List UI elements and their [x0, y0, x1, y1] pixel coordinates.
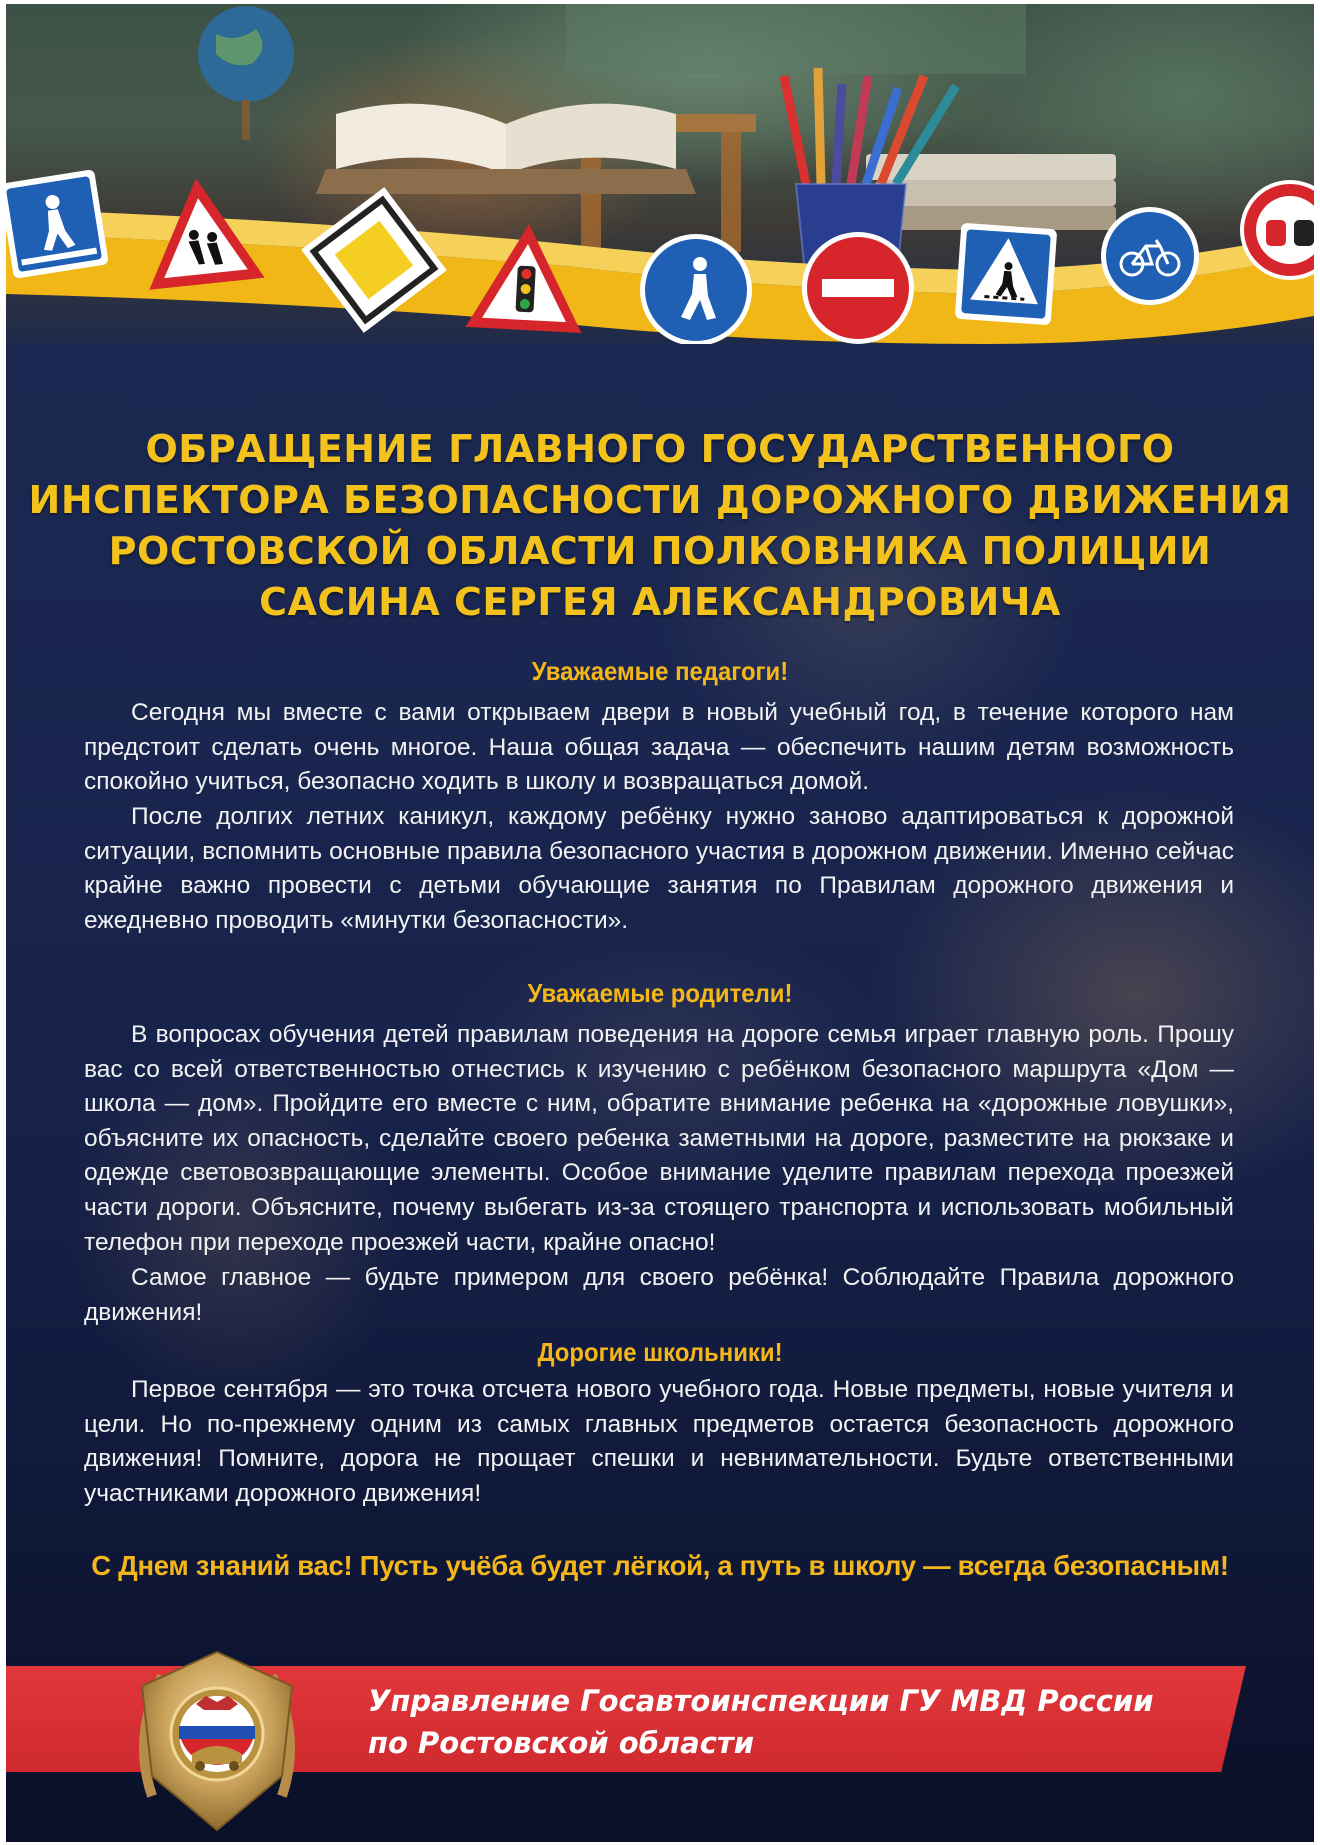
children-warning-sign-icon	[138, 172, 264, 290]
heading-line-2: ИНСПЕКТОРА БЕЗОПАСНОСТИ ДОРОЖНОГО ДВИЖЕНИЯ	[28, 478, 1292, 522]
parents-paragraph-1: В вопросах обучения детей правилам поведения на дороге семья играет главную роль. Прошу вас со всей ответственностью отнестись к изучению с ребёнком безопасного маршрута «Дом — школа — дом». Пройдите его вместе с ним, обратите внимание ребенка на «дорожные ловушки», объясните их опасность, сделайте своего ребенка заметными на дороге, разместите на рюкзаке и одежде световозвращающие элементы. Особое внимание уделите правилам перехода проезжей части дороги. Объясните, почему выбегать из-за стоящего транспорта и использовать мобильный телефон при переходе проезжей части, крайне опасно!	[84, 1021, 1234, 1256]
heading-line-1: ОБРАЩЕНИЕ ГЛАВНОГО ГОСУДАРСТВЕННОГО	[145, 427, 1175, 471]
priority-road-sign-icon	[291, 177, 457, 343]
header-photo	[6, 4, 1314, 344]
globe-icon	[198, 6, 294, 140]
pedestrian-crossing-sign-icon	[6, 169, 109, 279]
footer-organization	[368, 1680, 1154, 1764]
footer-line-2: по Ростовской области	[368, 1726, 755, 1760]
traffic-police-emblem-icon	[132, 1646, 302, 1836]
road-signs	[6, 164, 1314, 344]
crosswalk-sign-icon	[955, 223, 1057, 325]
students-paragraph-1: Первое сентября — это точка отсчета нового учебного года. Новые предметы, новые учителя и цели. Но по-прежнему одним из самых главных предметов остается безопасность дорожного движения! Помните, дорога не прощает спешки и невнимательности. Будьте ответственными участниками дорожного движения!	[84, 1376, 1234, 1507]
traffic-light-warning-sign-icon	[466, 221, 587, 333]
teachers-title: Уважаемые педагоги!	[531, 656, 789, 686]
poster	[6, 4, 1314, 1842]
bicycle-path-sign-icon	[1101, 207, 1199, 305]
students-title: Дорогие школьники!	[537, 1337, 783, 1367]
parents-paragraph-2: Самое главное — будьте примером для своего ребёнка! Соблюдайте Правила дорожного движения!	[84, 1264, 1234, 1326]
teachers-paragraph-1: Сегодня мы вместе с вами открываем двери в новый учебный год, в течение которого нам предстоит сделать очень многое. Наша общая задача — обеспечить нашим детям возможность спокойно учиться, безопасно ходить в школу и возвращаться домой.	[84, 699, 1234, 796]
pedestrian-zone-sign-icon	[640, 234, 752, 344]
parents-title: Уважаемые родители!	[527, 978, 793, 1008]
appeal-heading	[6, 424, 1314, 628]
teachers-paragraph-2: После долгих летних каникул, каждому ребёнку нужно заново адаптироваться к дорожной ситуации, вспомнить основные правила безопасного участия в дорожном движении. Именно сейчас крайне важно провести с детьми обучающие занятия по Правилам дорожного движения и ежедневно проводить «минутки безопасности».	[84, 803, 1234, 934]
no-entry-sign-icon	[802, 232, 914, 344]
heading-line-3: РОСТОВСКОЙ ОБЛАСТИ ПОЛКОВНИКА ПОЛИЦИИ	[108, 529, 1212, 573]
heading-line-4: САСИНА СЕРГЕЯ АЛЕКСАНДРОВИЧА	[259, 580, 1061, 624]
no-overtaking-sign-icon	[1240, 180, 1314, 280]
closing-wish: С Днем знаний вас! Пусть учёба будет лёгкой, а путь в школу — всегда безопасным!	[91, 1550, 1229, 1581]
footer-line-1: Управление Госавтоинспекции ГУ МВД России	[368, 1684, 1154, 1718]
